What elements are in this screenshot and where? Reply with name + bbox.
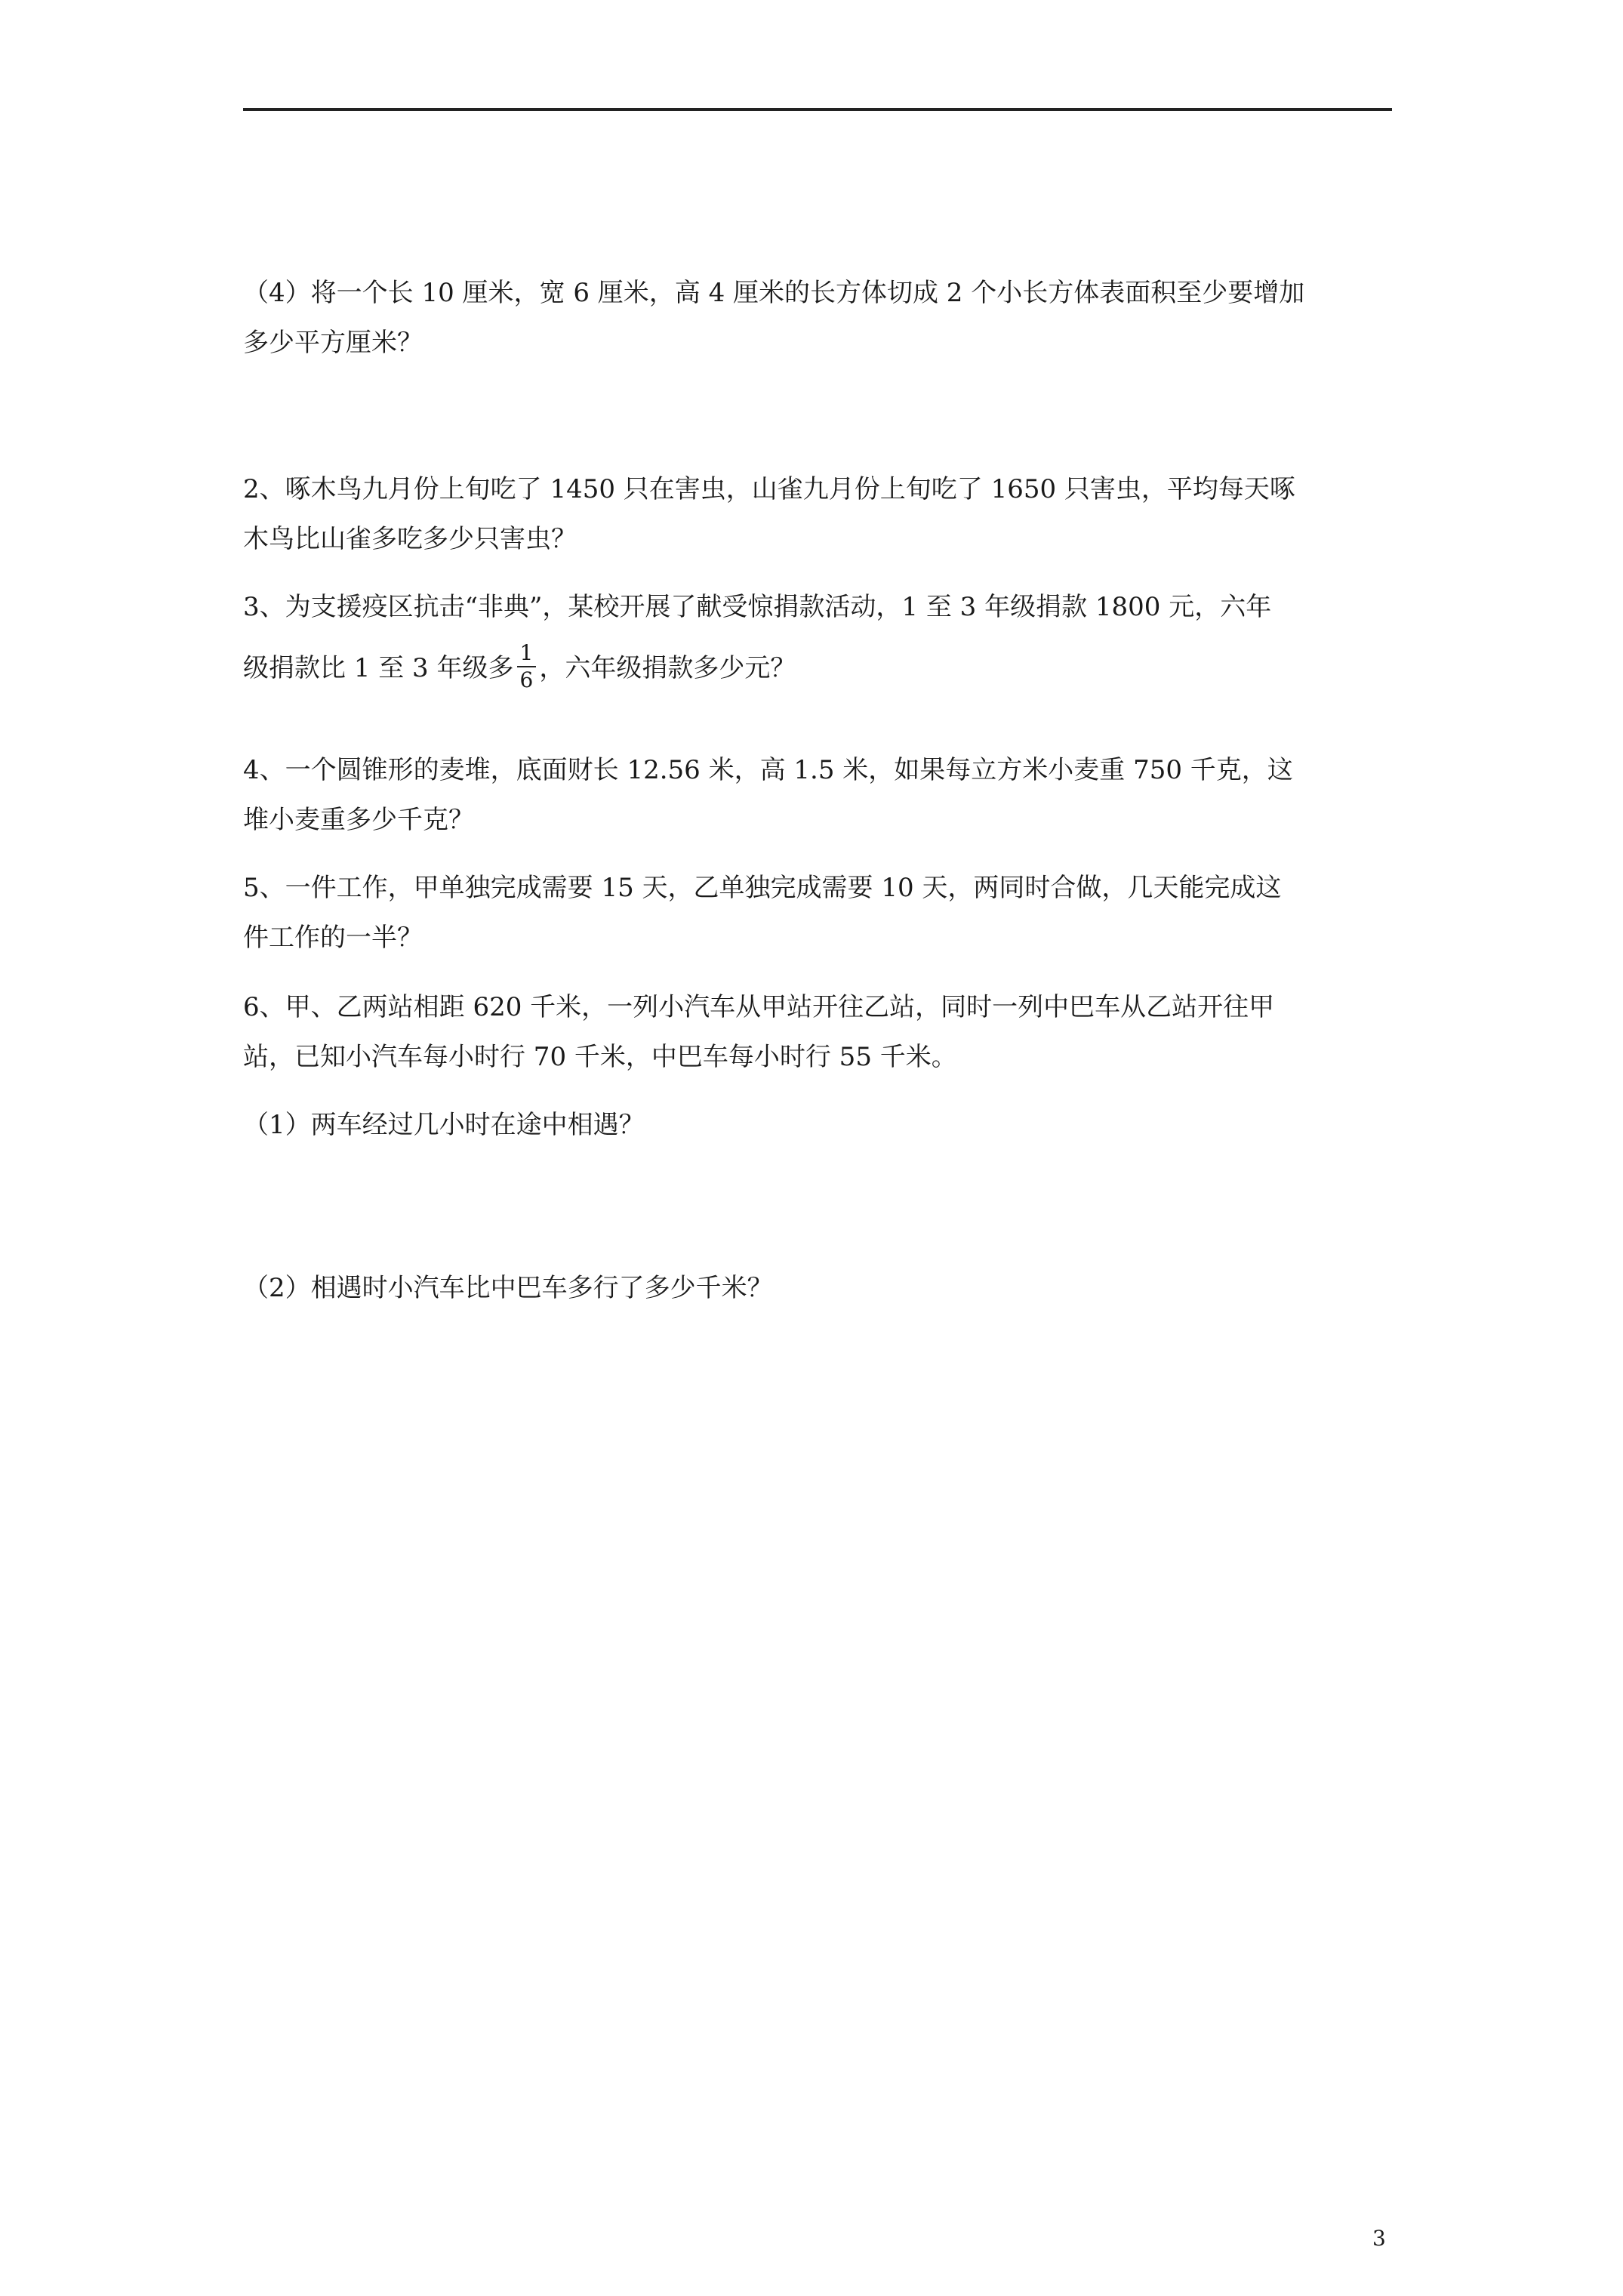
question-2-line-2: 木鸟比山雀多吃多少只害虫？ — [243, 524, 577, 554]
question-6-part-1 — [243, 1102, 1392, 1148]
question-5 — [243, 865, 1392, 960]
question-3-line-2-text-after: ，六年级捐款多少元？ — [539, 653, 796, 683]
question-6-part-1-text: （1）两车经过几小时在途中相遇？ — [243, 1110, 645, 1140]
question-1-4-line-2: 多少平方厘米？ — [243, 328, 423, 358]
question-2 — [243, 467, 1392, 562]
question-3-line-2 — [243, 640, 1392, 696]
question-6 — [243, 985, 1392, 1080]
fraction-one-sixth — [517, 640, 537, 693]
question-3-line-1: 3、为支援疫区抗击“非典”，某校开展了献受惊捐款活动，1 至 3 年级捐款 1800 元，六年 — [243, 592, 1272, 622]
question-6-part-2-text: （2）相遇时小汽车比中巴车多行了多少千米？ — [243, 1273, 773, 1303]
fraction-numerator: 1 — [517, 640, 537, 667]
page-number: 3 — [1372, 2226, 1386, 2251]
question-1-4-line-1: （4）将一个长 10 厘米，宽 6 厘米，高 4 厘米的长方体切成 2 个小长方体表面积至少要增加 — [243, 278, 1305, 308]
question-4-line-2: 堆小麦重多少千克？ — [243, 805, 474, 835]
question-6-line-2: 站，已知小汽车每小时行 70 千米，中巴车每小时行 55 千米。 — [243, 1042, 957, 1072]
question-5-line-1: 5、一件工作，甲单独完成需要 15 天，乙单独完成需要 10 天，两同时合做，几天能完成这 — [243, 873, 1282, 903]
question-6-line-1: 6、甲、乙两站相距 620 千米，一列小汽车从甲站开往乙站，同时一列中巴车从乙站开往甲 — [243, 992, 1275, 1022]
header-rule — [243, 108, 1392, 111]
question-6-part-2 — [243, 1265, 1392, 1311]
question-2-line-1: 2、啄木鸟九月份上旬吃了 1450 只在害虫，山雀九月份上旬吃了 1650 只害虫，平均每天啄 — [243, 474, 1295, 504]
fraction-denominator: 6 — [519, 667, 534, 692]
question-3 — [243, 584, 1392, 696]
question-5-line-2: 件工作的一半？ — [243, 923, 423, 953]
question-4-line-1: 4、一个圆锥形的麦堆，底面财长 12.56 米，高 1.5 米，如果每立方米小麦重 750 千克，这 — [243, 755, 1293, 785]
question-3-line-2-text-before: 级捐款比 1 至 3 年级多 — [243, 653, 514, 683]
question-4 — [243, 747, 1392, 843]
question-1-4 — [243, 270, 1392, 365]
